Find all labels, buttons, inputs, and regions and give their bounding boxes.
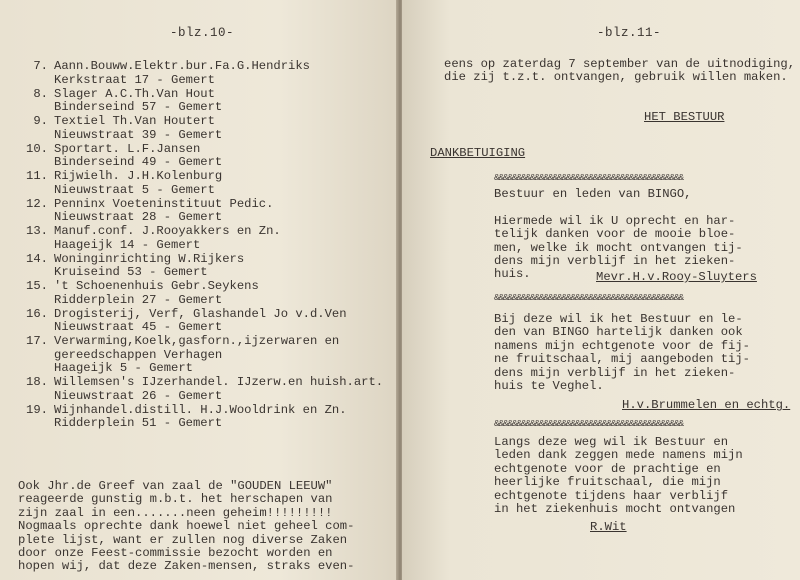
item-number: 13. xyxy=(26,224,48,238)
letter-line: echtgenote tijdens haar verblijf xyxy=(494,488,729,503)
item-address: Nieuwstraat 5 - Gemert xyxy=(54,182,215,197)
item-number: 14. xyxy=(26,251,48,266)
list-item xyxy=(22,115,382,143)
item-number: 19. xyxy=(26,402,48,417)
letter-line: Bestuur en leden van BINGO, xyxy=(494,187,692,201)
item-name: Willemsen's IJzerhandel. IJzerw.en huish.art. xyxy=(54,375,384,389)
item-name: Aann.Bouww.Elektr.bur.Fa.G.Hendriks xyxy=(54,59,310,73)
item-name: Rijwielh. J.H.Kolenburg xyxy=(54,169,223,183)
letter-line: Langs deze weg wil ik Bestuur en xyxy=(494,435,729,449)
note-line: reageerde gunstig m.b.t. het herschapen van xyxy=(18,492,333,507)
thank-you-letter xyxy=(494,188,800,282)
letter-line: dens mijn verblijf in het zieken- xyxy=(494,365,736,380)
list-item xyxy=(22,308,382,336)
item-name: Textiel Th.Van Houtert xyxy=(54,114,215,128)
list-item xyxy=(22,170,382,198)
list-item xyxy=(22,280,382,308)
item-address: Ridderplein 27 - Gemert xyxy=(54,292,223,307)
note-line: door onze Feest-commissie bezocht worden en xyxy=(18,546,333,561)
item-number: 17. xyxy=(26,334,48,348)
letter-signature: H.v.Brummelen en echtg. xyxy=(622,398,791,412)
letter-line: heerlijke fruitschaal, die mijn xyxy=(494,475,721,490)
letter-line xyxy=(494,201,800,214)
section-title: DANKBETUIGING xyxy=(430,146,526,160)
note-line: plete lijst, want er zullen nog diverse Zaken xyxy=(18,532,348,547)
text-line: eens op zaterdag 7 september van de uitnodiging, xyxy=(444,57,796,71)
closing-note xyxy=(18,480,388,574)
list-item xyxy=(22,404,382,432)
item-name: Manuf.conf. J.Rooyakkers en Zn. xyxy=(54,224,281,238)
list-item xyxy=(22,143,382,171)
letter-line: telijk danken voor de mooie bloe- xyxy=(494,227,736,242)
right-page xyxy=(402,0,800,580)
thank-you-letter xyxy=(494,313,800,393)
list-item xyxy=(22,88,382,116)
letter-line: echtgenote voor de prachtige en xyxy=(494,461,721,476)
page-number: -blz.10- xyxy=(170,26,235,40)
item-address: Kruiseind 53 - Gemert xyxy=(54,265,208,279)
item-address: Nieuwstraat 45 - Gemert xyxy=(54,320,223,334)
page-number: -blz.11- xyxy=(597,26,662,40)
item-address: Haageijk 14 - Gemert xyxy=(54,237,201,252)
item-number: 15. xyxy=(26,279,48,293)
letter-line: Hiermede wil ik U oprecht en har- xyxy=(494,213,736,228)
item-name: Verwarming,Koelk,gasforn.,ijzerwaren en xyxy=(54,334,340,348)
letter-line: namens mijn echtgenote voor de fij- xyxy=(494,338,750,353)
list-item xyxy=(22,198,382,226)
item-name: Slager A.C.Th.Van Hout xyxy=(54,86,215,101)
list-item xyxy=(22,253,382,281)
separator-line: &&&&&&&&&&&&&&&&&&&&&&&&&&&&&&&&&&&&&&&&&& xyxy=(494,418,684,429)
item-address: Kerkstraat 17 - Gemert xyxy=(54,72,215,87)
note-line: Ook Jhr.de Greef van zaal de "GOUDEN LEEUW" xyxy=(18,479,333,493)
item-number: 7. xyxy=(33,59,48,73)
item-address: Haageijk 5 - Gemert xyxy=(54,361,193,375)
list-item xyxy=(22,225,382,253)
item-name: Wijnhandel.distill. H.J.Wooldrink en Zn. xyxy=(54,402,347,417)
item-address: Nieuwstraat 26 - Gemert xyxy=(54,388,223,403)
note-line: Nogmaals oprechte dank hoewel niet geheel com- xyxy=(18,519,355,534)
letter-line: in het ziekenhuis mocht ontvangen xyxy=(494,502,736,517)
item-number: 18. xyxy=(26,375,48,389)
separator-line: &&&&&&&&&&&&&&&&&&&&&&&&&&&&&&&&&&&&&&&&&& xyxy=(494,172,684,183)
item-number: 10. xyxy=(26,141,48,156)
board-signature: HET BESTUUR xyxy=(644,110,725,124)
letter-line: Bij deze wil ik het Bestuur en le- xyxy=(494,312,743,326)
letter-line: huis te Veghel. xyxy=(494,379,604,394)
item-address: Binderseind 57 - Gemert xyxy=(54,100,223,114)
item-number: 12. xyxy=(26,196,48,211)
note-line: hopen wij, dat deze Zaken-mensen, straks even- xyxy=(18,559,355,574)
item-number: 16. xyxy=(26,306,48,321)
item-name-continued: gereedschappen Verhagen xyxy=(54,347,223,362)
item-name: 't Schoenenhuis Gebr.Seykens xyxy=(54,279,259,293)
item-number: 11. xyxy=(26,169,48,183)
letter-line: ne fruitschaal, mij aangeboden tij- xyxy=(494,352,750,367)
item-name: Woninginrichting W.Rijkers xyxy=(54,251,245,266)
separator-line: &&&&&&&&&&&&&&&&&&&&&&&&&&&&&&&&&&&&&&&&&& xyxy=(494,292,684,303)
left-page xyxy=(0,0,398,580)
sponsor-list xyxy=(22,60,382,431)
list-item xyxy=(22,60,382,88)
item-number: 8. xyxy=(33,86,48,101)
item-address: Nieuwstraat 39 - Gemert xyxy=(54,127,223,142)
item-name: Penninx Voeteninstituut Pedic. xyxy=(54,196,274,211)
list-item xyxy=(22,335,382,376)
letter-line: huis. xyxy=(494,267,531,282)
letter-line: leden dank zeggen mede namens mijn xyxy=(494,448,743,463)
note-line: zijn zaal in een.......neen geheim!!!!!!!!! xyxy=(18,505,333,520)
item-name: Drogisterij, Verf, Glashandel Jo v.d.Ven xyxy=(54,306,347,321)
letter-signature: R.Wit xyxy=(590,520,627,534)
thank-you-letter xyxy=(494,436,800,516)
item-address: Binderseind 49 - Gemert xyxy=(54,155,223,169)
letter-line: dens mijn verblijf in het zieken- xyxy=(494,254,736,269)
item-number: 9. xyxy=(33,114,48,128)
letter-line: den van BINGO hartelijk danken ook xyxy=(494,325,743,340)
continuation-text xyxy=(444,58,794,85)
letter-line: men, welke ik mocht ontvangen tij- xyxy=(494,240,743,255)
item-address: Ridderplein 51 - Gemert xyxy=(54,416,223,430)
letter-signature: Mevr.H.v.Rooy-Sluyters xyxy=(596,270,757,284)
item-address: Nieuwstraat 28 - Gemert xyxy=(54,210,223,224)
text-line: die zij t.z.t. ontvangen, gebruik willen maken. xyxy=(444,70,788,85)
list-item xyxy=(22,376,382,404)
item-name: Sportart. L.F.Jansen xyxy=(54,141,201,156)
